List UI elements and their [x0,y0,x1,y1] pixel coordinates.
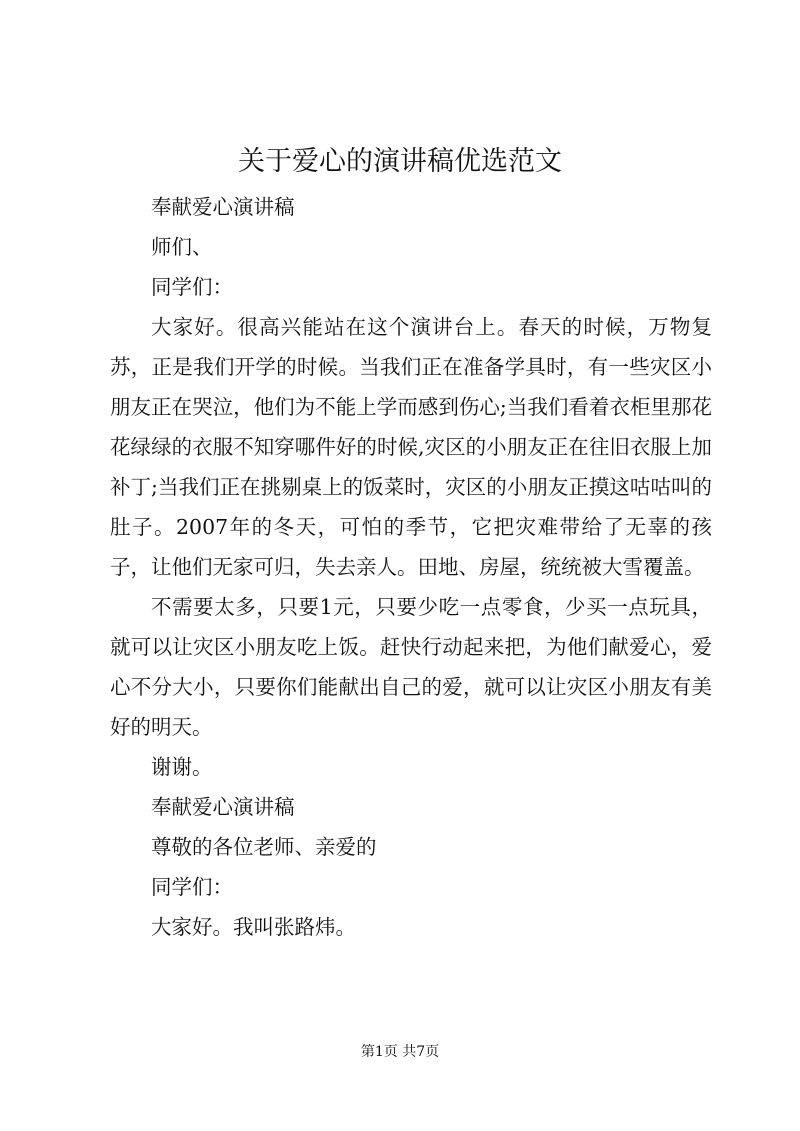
page-footer: 第1页 共7页 [360,1044,440,1060]
paragraph-salutation: 尊敬的各位老师、亲爱的 [151,835,377,859]
paragraph-salutation: 师们、 [151,235,213,259]
document-title: 关于爱心的演讲稿优选范文 [238,146,562,177]
paragraph-salutation: 同学们： [151,275,233,299]
paragraph-heading: 奉献爱心演讲稿 [151,195,295,219]
paragraph-body: 大家好。很高兴能站在这个演讲台上。春天的时候，万物复苏，正是我们开学的时候。当我们正在准备学具时，有一些灾区小朋友正在哭泣，他们为不能上学而感到伤心;当我们看着衣柜里那花花绿绿的衣服不知穿哪件好的时候,灾区的小朋友正在往旧衣服上加补丁;当我们正在挑剔桌上的饭菜时，灾区的小朋友正摸这咕咕叫的肚子。2007年的冬天，可怕的季节，它把灾难带给了无辜的孩子，让他们无家可归，失去亲人。田地、房屋，统统被大雪覆盖。 [110,315,712,579]
paragraph-body: 大家好。我叫张路炜。 [151,915,356,939]
document-body [110,187,712,947]
paragraph-salutation: 同学们： [151,875,233,899]
paragraph-closing: 谢谢。 [151,755,213,779]
paragraph-body: 不需要太多，只要1元，只要少吃一点零食，少买一点玩具，就可以让灾区小朋友吃上饭。赶快行动起来把，为他们献爱心，爱心不分大小，只要你们能献出自己的爱，就可以让灾区小朋友有美好的明天。 [110,595,712,739]
paragraph-heading: 奉献爱心演讲稿 [151,795,295,819]
